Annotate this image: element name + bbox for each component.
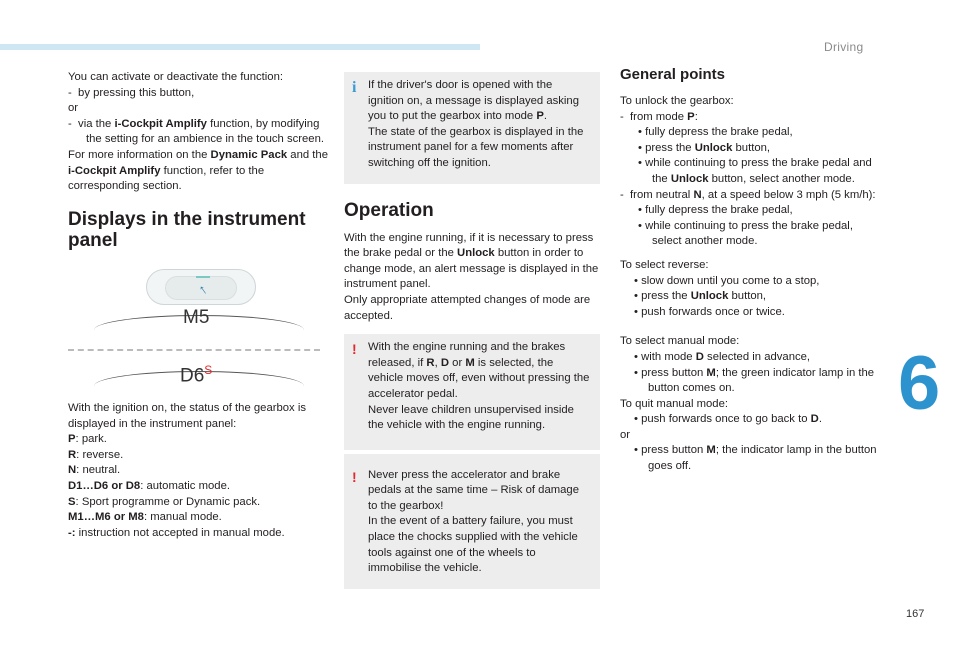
chapter-label: Driving xyxy=(824,40,864,54)
legend-item: N: neutral. xyxy=(68,464,121,477)
header-accent-bar xyxy=(0,44,480,50)
legend-item: M1…M6 or M8: manual mode. xyxy=(68,511,222,524)
info-icon: i xyxy=(352,79,357,96)
legend-item: D1…D6 or D8: automatic mode. xyxy=(68,479,230,492)
legend-item: -: instruction not accepted in manual mode. xyxy=(68,526,285,539)
section-heading: General points xyxy=(620,66,726,83)
column-right: General points To unlock the gearbox: - from mode P: • fully depress the brake pedal, • press the Unlock button, • while continuing to press the brake pedal and the Unlock button, select another mode. - from neutral N, at a speed below 3 mph (5 km/h): • fully depress the brake pedal, • while continuing to press the brake pedal, select another mode. To select reverse: • slow down until you come to a stop, • press the Unlock button, • push forwards once or twice. To select manual mode: • with mode D selected in advance, • press button M; the green indicator lamp in the button comes on. To quit manual mode: • push forwards once to go back to D. or • press button M; the indicator lamp in the button goes off. xyxy=(620,66,882,475)
status-intro: With the ignition on, the status of the gearbox is displayed in the instrument panel: xyxy=(68,402,307,430)
legend-item: S: Sport programme or Dynamic pack. xyxy=(68,495,261,508)
section-heading: Displays in the instrument panel xyxy=(68,208,306,251)
legend-list xyxy=(68,432,330,541)
intro-line: You can activate or deactivate the function: xyxy=(68,71,283,83)
intro-line: For more information on the Dynamic Pack and the i-Cockpit Amplify function, refer to the corresponding section. xyxy=(68,148,328,193)
column-middle: i If the driver's door is opened with the ignition on, a message is displayed asking you to put the gearbox into mode P. The state of the gearbox is displayed in the instrument panel for a few moments after switching off the ignition. Operation With the engine running, if it is necessary to press the brake pedal or the Unlock button in order to change mode, an alert message is displayed in the instrument panel. Only appropriate attempted changes of mode are accepted. ! With the engine running and the brakes released, if R, D or M is selected, the vehicle moves off, even without pressing the accelerator pedal. Never leave children unsupervised inside the vehicle with the engine running. ! Never press the accelerator and brake pedals at the same time – Risk of damage to the gearbox! In the event of a battery failure, you must place the chocks supplied with the vehicle tools against one of the wheels to immobilise the vehicle. xyxy=(344,72,600,589)
gear-selector-dial xyxy=(146,269,256,305)
warning-icon: ! xyxy=(352,468,357,485)
intro-line: - via the i-Cockpit Amplify function, by modifying the setting for an ambience in the touch screen. xyxy=(68,117,325,146)
gear-display-manual: M5 xyxy=(183,307,210,328)
section-heading: Operation xyxy=(344,199,434,221)
instrument-panel-illustration xyxy=(88,263,320,385)
info-box: i If the driver's door is opened with the ignition on, a message is displayed asking you to put the gearbox into mode P. The state of the gearbox is displayed in the instrument panel for a few moments after switching off the ignition. xyxy=(344,72,600,184)
intro-line: or xyxy=(68,102,79,115)
warning-box: ! Never press the accelerator and brake pedals at the same time – Risk of damage to the gearbox! In the event of a battery failure, you must place the chocks supplied with the vehicle tools against one of the wheels to immobilise the vehicle. xyxy=(344,454,600,589)
intro-line: - by pressing this button, xyxy=(68,86,195,99)
chapter-number: 6 xyxy=(898,341,941,426)
warning-icon: ! xyxy=(352,341,357,358)
page-number: 167 xyxy=(906,608,925,620)
arrow-up-icon: ↑ xyxy=(195,280,210,298)
legend-item: P: park. xyxy=(68,433,107,446)
warning-box: ! With the engine running and the brakes released, if R, D or M is selected, the vehicle moves off, even without pressing the accelerator pedal. Never leave children unsupervised inside the vehicle with the engine running. xyxy=(344,334,600,450)
status-legend xyxy=(68,401,330,541)
gear-display-drive: $D6^S$ xyxy=(180,363,213,387)
legend-item: R: reverse. xyxy=(68,448,124,461)
